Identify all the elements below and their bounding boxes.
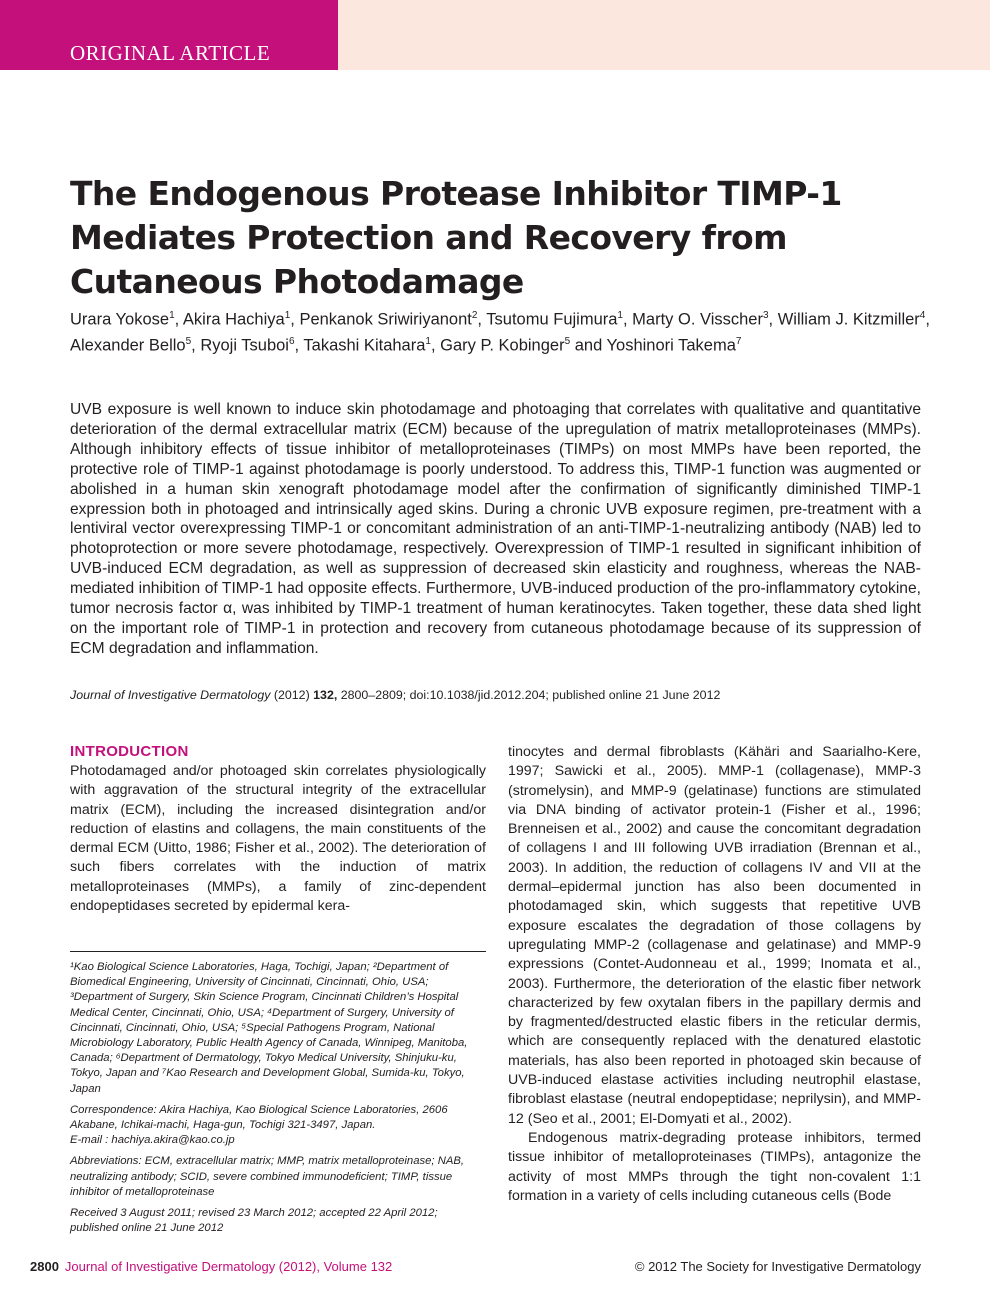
abbreviations: Abbreviations: ECM, extracellular matrix; MMP, matrix metalloproteinase; NAB, neutralizing antibody; SCID, severe combined immunodeficient; TIMP, tissue inhibitor of metalloproteinase	[70, 1155, 465, 1198]
citation-pages-doi: 2800–2809; doi:10.1038/jid.2012.204; published online 21 June 2012	[340, 688, 721, 702]
author-affiliation-mark: 6	[288, 335, 295, 347]
intro-paragraph-right-1: tinocytes and dermal fibroblasts (Kähäri and Saarialho-Kere, 1997; Sawicki et al., 2005). MMP-1 (collagenase), MMP-3 (stromelysin), and MMP-9 (gelatinase) functions are stimulated via DNA binding of activator protein-1 (Fisher et al., 1996; Brenneisen et al., 2002) and cause the concomitant degradation of collagens I and III following UVB irradiation (Brennan et al., 2003). In addition, the reduction of collagens IV and VII at the dermal–epidermal junction has also been documented in photodamaged skin, which suggests that repetitive UVB exposure escalates the degradation of those collagens by upregulating MMP-2 (collagenase and gelatinase) and MMP-9 expressions (Contet-Audonneau et al., 1999; Inomata et al., 2003). Furthermore, the deterioration of the elastic fiber network characterized by few oxytalan fibers in the papillary dermis and by fragmented/destructed elastic fibers in the reticular dermis, which are consequently replaced with the denatured elastotic materials, has also been reported in photoaged skin because of UVB-induced elastase activities including neutrophil elastase, fibroblast elastase (neutral endopeptidase; neprilysin), and MMP-12 (Seo et al., 2001; El-Domyati et al., 2002).	[508, 744, 921, 1127]
footnotes	[70, 960, 486, 1242]
author-name: Alexander Bello	[70, 336, 186, 354]
author-name: Ryoji Tsuboi	[200, 336, 289, 354]
author-list: Urara Yokose$^1$, Akira Hachiya$^1$, Penkanok Sriwiriyanont$^2$, Tsutomu Fujimura$^1$, Marty O. Visscher$^3$, William J. Kitzmiller$^4$, Alexander Bello$^5$, Ryoji Tsuboi$^6$, Takashi Kitahara$^1$, Gary P. Kobinger$^5$ and Yoshinori Takema$^7$	[70, 310, 930, 354]
article-title: The Endogenous Protease Inhibitor TIMP-1 Mediates Protection and Recovery from Cutaneous Photodamage	[70, 174, 842, 301]
left-column	[70, 742, 486, 916]
correspondence	[70, 1103, 486, 1149]
author-name: Urara Yokose	[70, 310, 170, 329]
author-name: Penkanok Sriwiriyanont	[299, 310, 472, 329]
footer-copyright: © 2012 The Society for Investigative Dermatology	[634, 1259, 921, 1274]
intro-paragraph-left: Photodamaged and/or photoaged skin correlates physiologically with aggravation of the structural integrity of the extracellular matrix (ECM), including the increased disintegration and/or reduction of elastins and collagens, the main constituents of the dermal ECM (Uitto, 1986; Fisher et al., 2002). The deterioration of such fibers correlates with the induction of matrix metalloproteinases (MMPs), a family of zinc-dependent endopeptidases secreted by epidermal kera-	[70, 763, 486, 915]
author-name: Tsutomu Fujimura	[486, 310, 618, 329]
author-affiliation-mark: 1	[425, 335, 431, 347]
citation-line	[70, 687, 930, 703]
citation-year: (2012)	[273, 688, 310, 702]
author-name: Gary P. Kobinger	[440, 336, 565, 354]
author-affiliation-mark: 5	[564, 335, 571, 347]
citation-journal: Journal of Investigative Dermatology	[70, 688, 271, 702]
affiliations: ¹Kao Biological Science Laboratories, Haga, Tochigi, Japan; ²Department of Biomedical Engineering, University of Cincinnati, Cincinnati, Ohio, USA; ³Department of Surgery, Skin Science Program, Cincinnati Children’s Hospital Medical Center, Cincinnati, Ohio, USA; ⁴Department of Surgery, University of Cincinnati, Cincinnati, Ohio, USA; ⁵Special Pathogens Program, National Microbiology Laboratory, Public Health Agency of Canada, Winnipeg, Manitoba, Canada; ⁶Department of Dermatology, Tokyo Medical University, Shinjuku-ku, Tokyo, Japan and ⁷Kao Research and Development Global, Sumida-ku, Tokyo, Japan	[70, 961, 468, 1095]
received-dates: Received 3 August 2011; revised 23 March 2012; accepted 22 April 2012; published online 21 June 2012	[70, 1207, 438, 1235]
author-name: Takashi Kitahara	[303, 336, 426, 354]
footnote-divider	[70, 951, 486, 952]
author-affiliation-mark: 4	[919, 310, 926, 321]
abstract: UVB exposure is well known to induce skin photodamage and photoaging that correlates with qualitative and quantitative deterioration of the dermal extracellular matrix (ECM) because of the upregulation of matrix metalloproteinases (MMPs). Although inhibitory effects of tissue inhibitor of metalloproteinases (TIMPs) on most MMPs have been reported, the protective role of TIMP-1 against photodamage is poorly understood. To address this, TIMP-1 function was augmented or abolished in a human skin xenograft photodamage model after the confirmation of significantly diminished TIMP-1 expression both in photoaged and intrinsically aged skins. During a chronic UVB exposure regimen, pre-treatment with a lentiviral vector overexpressing TIMP-1 or concomitant administration of an anti-TIMP-1-neutralizing antibody (NAB) led to photoprotection or more severe photodamage, respectively. Overexpression of TIMP-1 resulted in significant inhibition of UVB-induced ECM degradation, as well as suppression of decreased skin elasticity and roughness, whereas the NAB-mediated inhibition of TIMP-1 had opposite effects. Furthermore, UVB-induced production of the pro-inflammatory cytokine, tumor necrosis factor α, was inhibited by TIMP-1 treatment of human keratinocytes. Taken together, these data shed light on the important role of TIMP-1 in protection and recovery from cutaneous photodamage because of its suppression of ECM degradation and inflammation.	[70, 401, 921, 657]
author-affiliation-mark: 1	[169, 310, 175, 321]
citation-volume: 132,	[313, 688, 338, 702]
section-heading-introduction: INTRODUCTION	[70, 743, 189, 760]
correspondence-address: Correspondence: Akira Hachiya, Kao Biological Science Laboratories, 2606 Akabane, Ichikai-machi, Haga-gun, Tochigi 321-3497, Japan.	[70, 1103, 448, 1132]
intro-paragraph-right-2: Endogenous matrix-degrading protease inhibitors, termed tissue inhibitor of metalloproteinases (TIMPs), antagonize the activity of most MMPs through the tight non-covalent 1:1 formation in a variety of cells including cutaneous cells (Bode	[508, 1129, 921, 1204]
correspondence-email: E-mail : hachiya.akira@kao.co.jp	[70, 1134, 235, 1147]
author-name: Marty O. Visscher	[632, 310, 763, 329]
author-affiliation-mark: 3	[762, 310, 769, 321]
article-type-label: ORIGINAL ARTICLE	[70, 41, 271, 65]
page-footer-left	[30, 1259, 392, 1274]
author-name: Akira Hachiya	[182, 310, 285, 329]
author-affiliation-mark: 1	[617, 310, 623, 321]
author-name: William J. Kitzmiller	[777, 310, 920, 329]
author-affiliation-mark: 5	[185, 335, 192, 347]
author-affiliation-mark: 7	[735, 335, 742, 347]
footer-journal: Journal of Investigative Dermatology (2012), Volume 132	[64, 1259, 393, 1274]
right-column	[508, 743, 921, 1206]
author-name: Yoshinori Takema	[606, 336, 736, 354]
author-affiliation-mark: 2	[471, 310, 478, 321]
author-affiliation-mark: 1	[284, 310, 291, 321]
page-number: 2800	[30, 1259, 59, 1274]
